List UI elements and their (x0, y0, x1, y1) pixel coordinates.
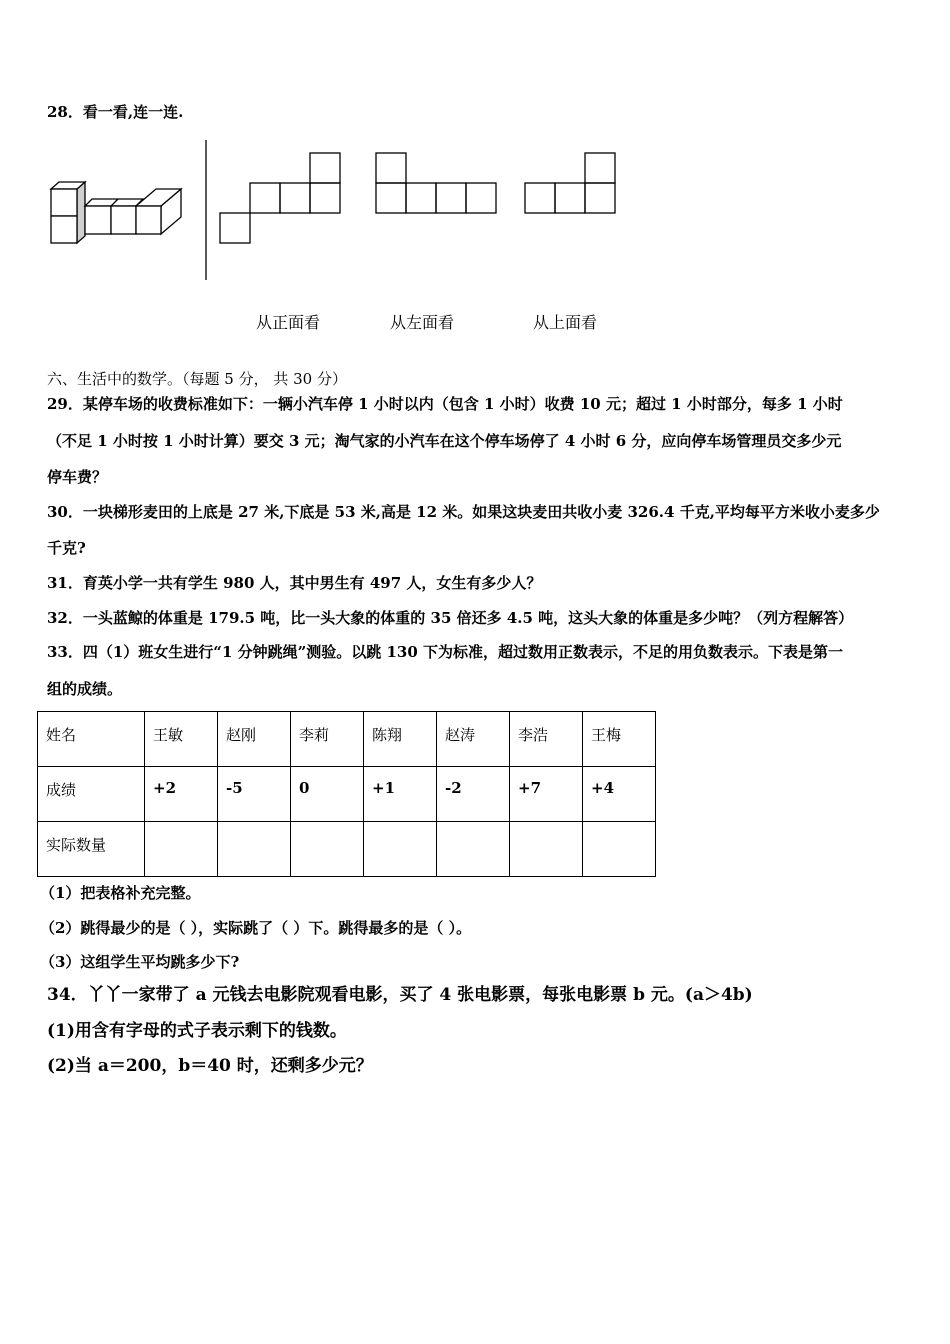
name-cell: 李浩 (510, 712, 583, 767)
score-cell: -5 (218, 767, 291, 822)
left-view-grid (376, 153, 496, 213)
blank-cell[interactable] (145, 822, 218, 877)
q32: 32．一头蓝鲸的体重是 179.5 吨，比一头大象的体重的 35 倍还多 4.5 吨，这头大象的体重是多少吨？（列方程解答） (47, 609, 854, 627)
name-cell: 陈翔 (364, 712, 437, 767)
q29-line3: 停车费？ (47, 468, 108, 486)
label-front-view: 从正面看 (256, 313, 321, 332)
row-header: 姓名 (38, 712, 145, 767)
table-row-actual (38, 822, 656, 877)
name-cell: 赵刚 (218, 712, 291, 767)
name-cell: 赵涛 (437, 712, 510, 767)
q31: 31．育英小学一共有学生 980 人，其中男生有 497 人，女生有多少人？ (47, 574, 542, 592)
score-cell: +7 (510, 767, 583, 822)
score-cell: 0 (291, 767, 364, 822)
q33-part2: （2）跳得最少的是（ ），实际跳了（ ）下。跳得最多的是（ ）。 (40, 919, 472, 937)
score-cell: +2 (145, 767, 218, 822)
section-heading: 六、生活中的数学。（每题 5 分， 共 30 分） (47, 370, 347, 388)
blank-cell[interactable] (364, 822, 437, 877)
q30-line1: 30．一块梯形麦田的上底是 27 米,下底是 53 米,高是 12 米。如果这块麦田共收小麦 326.4 千克,平均每平方米收小麦多少 (47, 503, 880, 521)
q34-part1: (1)用含有字母的式子表示剩下的钱数。 (47, 1021, 347, 1041)
front-view-grid (220, 153, 340, 243)
row-header: 成绩 (38, 767, 145, 822)
name-cell: 王敏 (145, 712, 218, 767)
cube-solid-figure (51, 182, 181, 243)
name-cell: 王梅 (583, 712, 656, 767)
q33-part3: （3）这组学生平均跳多少下? (40, 953, 240, 971)
table-row-scores (38, 767, 656, 822)
q33-line1: 33．四（1）班女生进行“1 分钟跳绳”测验。以跳 130 下为标准，超过数用正数表示，不足的用负数表示。下表是第一 (47, 643, 843, 661)
q29-line2: （不足 1 小时按 1 小时计算）要交 3 元；淘气家的小汽车在这个停车场停了 4 小时 6 分，应向停车场管理员交多少元 (47, 432, 842, 450)
row-header: 实际数量 (38, 822, 145, 877)
label-top-view: 从上面看 (533, 313, 598, 332)
score-cell: +1 (364, 767, 437, 822)
table-row-names (38, 712, 656, 767)
label-left-view: 从左面看 (390, 313, 455, 332)
blank-cell[interactable] (218, 822, 291, 877)
top-view-grid (525, 153, 615, 213)
blank-cell[interactable] (510, 822, 583, 877)
blank-cell[interactable] (437, 822, 510, 877)
q29-line1: 29．某停车场的收费标准如下：一辆小汽车停 1 小时以内（包含 1 小时）收费 10 元；超过 1 小时部分，每多 1 小时 (47, 395, 843, 413)
q28-figures (0, 0, 950, 300)
q34-line1: 34．丫丫一家带了 a 元钱去电影院观看电影，买了 4 张电影票，每张电影票 b 元。(a＞4b) (47, 985, 753, 1005)
score-cell: +4 (583, 767, 656, 822)
q28-title: 28．看一看,连一连. (47, 103, 184, 121)
name-cell: 李莉 (291, 712, 364, 767)
blank-cell[interactable] (291, 822, 364, 877)
q30-line2: 千克? (47, 539, 86, 557)
blank-cell[interactable] (583, 822, 656, 877)
score-table (37, 711, 656, 877)
q33-part1: （1）把表格补充完整。 (40, 884, 201, 902)
score-cell: -2 (437, 767, 510, 822)
q33-line2: 组的成绩。 (47, 680, 123, 698)
q34-part2: (2)当 a＝200，b＝40 时，还剩多少元？ (47, 1056, 373, 1076)
